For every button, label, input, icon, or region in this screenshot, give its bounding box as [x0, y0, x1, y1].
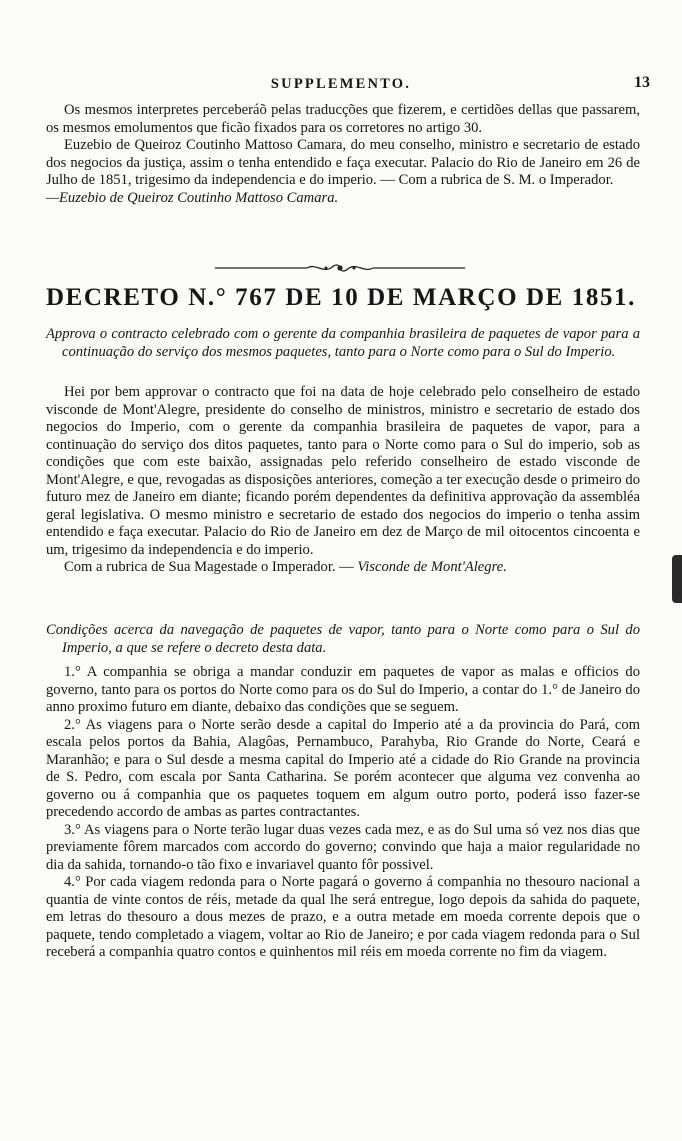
- condition-item-1: 1.° A companhia se obriga a mandar conduzir em paquetes de vapor as malas e officios do governo, tanto para os portos do Norte como para os do Sul do Imperio, a contar do 1.° de Janeiro do anno proximo futuro em diante, debaixo das condições que se seguem.: [46, 664, 640, 715]
- page-number: 13: [634, 74, 650, 91]
- conditions-list: [46, 664, 640, 962]
- page-edge-mark: [672, 555, 682, 603]
- intro-signature: —Euzebio de Queiroz Coutinho Mattoso Camara.: [46, 189, 339, 206]
- decree-rubric-line: [46, 559, 640, 577]
- intro-section: [46, 102, 640, 207]
- decree-body: Hei por bem approvar o contracto que foi na data de hoje celebrado pelo conselheiro de estado visconde de Mont'Alegre, presidente do conselho de ministros, ministro e secretario de estado dos negocios do Imperio, com o gerente da companhia brasileira de paquetes de vapor, para a continuação do serviço dos ditos paquetes, tanto para o Norte como para o Sul do imperio, sob as condições que com este baixão, assignadas pelo referido conselheiro de estado visconde de Mont'Alegre, e que, revogadas as disposições anteriores, começão a ter execução desde o primeiro do futuro mez de Janeiro em diante; ficando porém dependentes da definitiva approvação da assembléa geral legislativa. O mesmo ministro e secretario de estado dos negocios do imperio o tenha assim entendido e faça executar. Palacio do Rio de Janeiro em dez de Março de mil oitocentos cincoenta e um, trigesimo da independencia e do imperio.: [46, 384, 640, 558]
- condition-item-3: 3.° As viagens para o Norte terão lugar duas vezes cada mez, e as do Sul uma só vez nos dias que previamente fôrem marcados com accordo do governo; convindo que haja a maior regularidade no dia da sahida, tornando-o tão fixo e invariavel quanto fôr possivel.: [46, 821, 640, 873]
- decree-rubric-signature: Visconde de Mont'Alegre.: [357, 559, 507, 575]
- intro-paragraph-1: Os mesmos interpretes perceberáõ pelas traducções que fizerem, e certidões dellas que passarem, os mesmos emolumentos que ficão fixados para os corretores no artigo 30.: [46, 102, 640, 136]
- conditions-heading: Condições acerca da navegação de paquetes de vapor, tanto para o Norte como para o Sul do Imperio, a que se refere o decreto desta data.: [46, 622, 640, 656]
- decree-rubric: Com a rubrica de Sua Magestade o Imperador. —: [64, 559, 354, 575]
- conditions-heading-block: [46, 622, 640, 657]
- intro-paragraph-2: Euzebio de Queiroz Coutinho Mattoso Camara, do meu conselho, ministro e secretario de estado dos negocios da justiça, assim o tenha entendido e faça executar. Palacio do Rio de Janeiro em 26 de Julho de 1851, trigesimo da independencia e do imperio. — Com a rubrica de S. M. o Imperador.: [46, 137, 640, 188]
- condition-item-4: 4.° Por cada viagem redonda para o Norte pagará o governo á companhia no thesouro nacional a quantia de vinte contos de réis, metade da qual lhe será entregue, logo depois da sahida do paquete, em letras do thesouro a dous mezes de prazo, e a outra metade em moeda corrente depois que o paquete, tendo completado a viagem, voltar ao Rio de Janeiro; e por cada viagem redonda para o Sul receberá a companhia quatro contos e quinhentos mil réis em moeda corrente no fim da viagem.: [46, 874, 640, 960]
- decree-body-block: [46, 384, 640, 577]
- decree-summary: Approva o contracto celebrado com o gerente da companhia brasileira de paquetes de vapor para a continuação do serviço dos mesmos paquetes, tanto para o Norte como para o Sul do Imperio.: [46, 326, 640, 360]
- ornamental-separator: [215, 262, 465, 274]
- running-header: SUPPLEMENTO.: [270, 76, 412, 92]
- condition-item-2: 2.° As viagens para o Norte serão desde a capital do Imperio até a da provincia do Pará, com escala pelos portos da Bahia, Alagôas, Pernambuco, Parahyba, Rio Grande do Norte, Ceará e Maranhão; e para o Sul desde a mesma capital do Imperio até a cidade do Rio Grande na provincia de S. Pedro, com escala por Santa Catharina. Se porém acontecer que alguma vez convenha ao governo ou á companhia que os paquetes toquem em algum outro porto, poderá isso fazer-se precedendo accordo de ambas as partes contractantes.: [46, 716, 640, 820]
- decree-summary-block: [46, 326, 640, 361]
- decree-title: DECRETO N.° 767 DE 10 DE MARÇO DE 1851.: [45, 284, 637, 311]
